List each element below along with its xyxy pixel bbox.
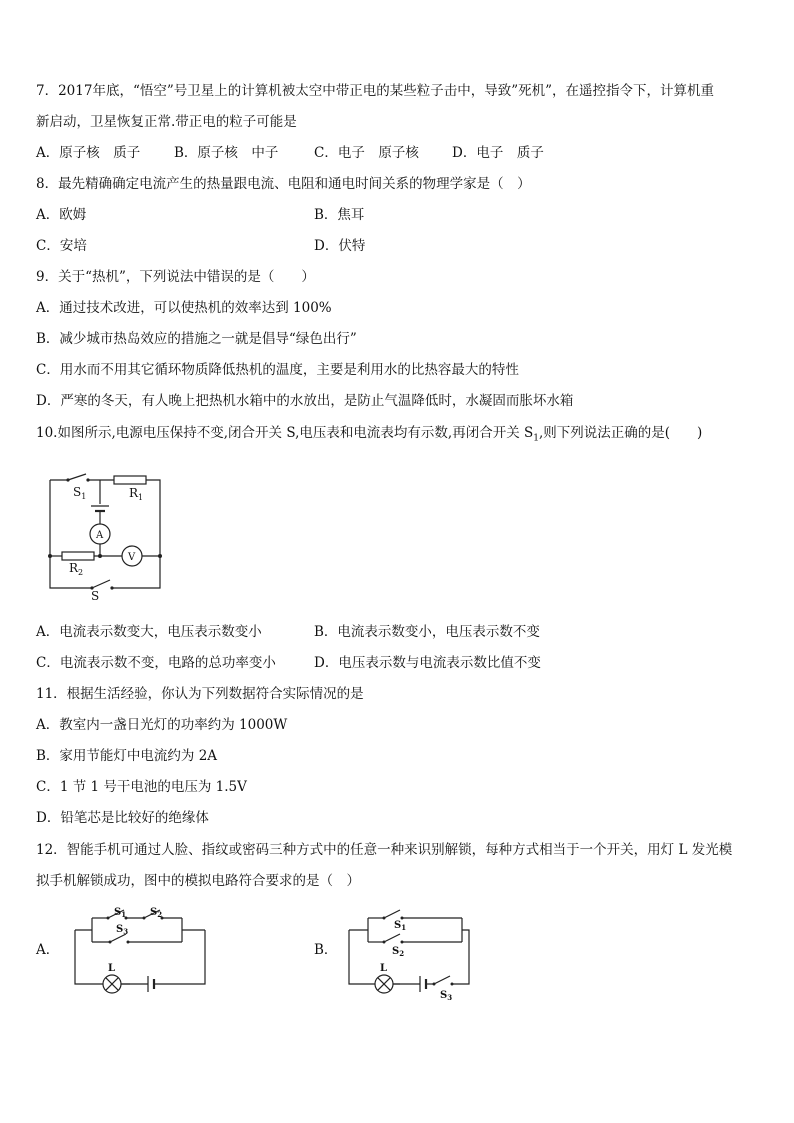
a-lamp-label: L xyxy=(108,963,116,974)
q7-option-a: A．原子核 质子 xyxy=(36,145,141,161)
b-s1-label: $S_1$ xyxy=(394,920,407,932)
ammeter-label: A xyxy=(96,530,104,541)
a-s2-label: $S_2$ xyxy=(150,907,163,919)
q9-stem: 9．关于“热机”，下列说法中错误的是（ ） xyxy=(36,269,315,285)
s1-switch-blade xyxy=(68,474,86,480)
r1-resistor xyxy=(114,476,146,484)
q11-option-d: D．铅笔芯是比较好的绝缘体 xyxy=(36,810,209,826)
voltmeter-label: V xyxy=(128,552,136,563)
q8-option-a: A．欧姆 xyxy=(36,207,87,223)
b-lamp-label: L xyxy=(380,963,388,974)
s1-label: $S_1$ xyxy=(73,485,87,501)
q12-circuit-a xyxy=(70,902,210,997)
q7-option-d: D．电子 质子 xyxy=(452,145,544,161)
q10-stem-subscript: 1 xyxy=(533,433,539,444)
q10-stem-text-a: 10.如图所示,电源电压保持不变,闭合开关 S,电压表和电流表均有示数,再闭合开关 S xyxy=(36,425,534,441)
q12-option-a-label: A． xyxy=(36,942,60,958)
r2-resistor xyxy=(62,552,94,560)
q11-option-a: A．教室内一盏日光灯的功率约为 1000W xyxy=(36,717,288,733)
a-s3-label: $S_3$ xyxy=(116,924,129,936)
q7-option-b: B．原子核 中子 xyxy=(174,145,279,161)
q7-stem-line2: 新启动，卫星恢复正常.带正电的粒子可能是 xyxy=(36,114,297,130)
q9-option-c: C．用水而不用其它循环物质降低热机的温度，主要是利用水的比热容最大的特性 xyxy=(36,362,519,378)
q7-stem-line1: 7．2017年底，“悟空”号卫星上的计算机被太空中带正电的某些粒子击中，导致”死机”，在遥控指令下，计算机重 xyxy=(36,83,715,99)
q9-option-a: A．通过技术改进，可以使热机的效率达到 100% xyxy=(36,300,332,316)
q12-option-b-label: B． xyxy=(314,942,338,958)
b-s2-label: $S_2$ xyxy=(392,946,405,958)
q10-option-a: A．电流表示数变大，电压表示数变小 xyxy=(36,624,262,640)
r1-label: $R_1$ xyxy=(129,486,144,502)
b-s3-blade xyxy=(434,976,450,984)
s-label: S xyxy=(91,589,100,603)
q7-option-c: C．电子 原子核 xyxy=(314,145,419,161)
q11-stem: 11．根据生活经验，你认为下列数据符合实际情况的是 xyxy=(36,686,364,702)
r2-label: $R_2$ xyxy=(69,561,84,577)
q8-stem: 8．最先精确确定电流产生的热量跟电流、电阻和通电时间关系的物理学家是（ ） xyxy=(36,176,531,192)
q10-stem xyxy=(36,424,702,448)
q10-stem-text-b: ,则下列说法正确的是( ) xyxy=(538,425,703,441)
q10-option-d: D．电压表示数与电流表示数比值不变 xyxy=(314,655,541,671)
q10-option-c: C．电流表示数不变，电路的总功率变小 xyxy=(36,655,276,671)
q9-option-d: D．严寒的冬天，有人晚上把热机水箱中的水放出，是防止气温降低时，水凝固而胀坏水箱 xyxy=(36,393,574,409)
q12-stem-line2: 拟手机解锁成功，图中的模拟电路符合要求的是（ ） xyxy=(36,873,360,889)
q9-option-b: B．减少城市热岛效应的措施之一就是倡导“绿色出行” xyxy=(36,331,357,347)
q8-option-d: D．伏特 xyxy=(314,238,366,254)
q11-option-b: B．家用节能灯中电流约为 2A xyxy=(36,748,218,764)
q8-option-b: B．焦耳 xyxy=(314,207,365,223)
b-s2-blade xyxy=(384,934,400,942)
b-s1-blade xyxy=(384,910,400,918)
s-switch-blade xyxy=(92,580,110,588)
a-s1-label: $S_1$ xyxy=(114,907,127,919)
q10-circuit-diagram xyxy=(40,466,170,601)
q8-option-c: C．安培 xyxy=(36,238,87,254)
q12-circuit-b xyxy=(344,902,484,1002)
b-s3-label: $S_3$ xyxy=(440,990,453,1002)
q11-option-c: C．1 节 1 号干电池的电压为 1.5V xyxy=(36,779,247,795)
q10-option-b: B．电流表示数变小，电压表示数不变 xyxy=(314,624,540,640)
q12-stem-line1: 12．智能手机可通过人脸、指纹或密码三种方式中的任意一种来识别解锁，每种方式相当于一个开关，用灯 L 发光模 xyxy=(36,842,733,858)
